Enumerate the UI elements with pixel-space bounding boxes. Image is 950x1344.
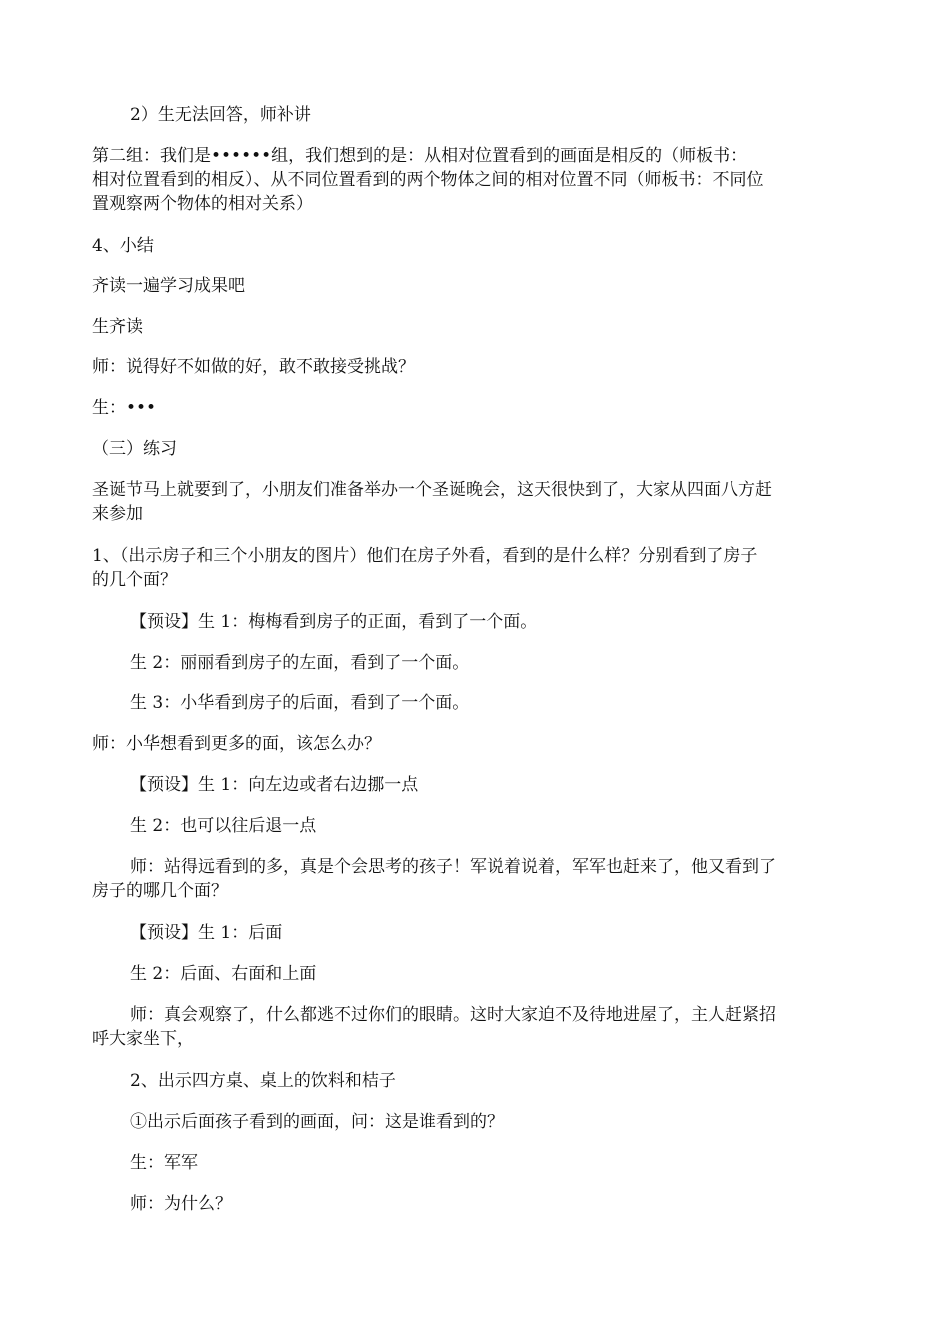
preset-student-3: 生 3：小华看到房子的后面，看到了一个面。 <box>130 693 470 713</box>
question-1-line-1: 1、（出示房子和三个小朋友的图片）他们在房子外看，看到的是什么样？分别看到了房子 <box>92 546 758 566</box>
teacher-why: 师：为什么？ <box>130 1194 232 1214</box>
section-practice-heading: （三）练习 <box>92 439 177 459</box>
teacher-comment-line-2: 房子的哪几个面？ <box>92 881 228 901</box>
preset-back-right-top: 生 2：后面、右面和上面 <box>130 964 317 984</box>
teacher-comment-line-1: 师：站得远看到的多，真是个会思考的孩子！军说着说着，军军也赶来了，他又看到了 <box>130 857 776 877</box>
student-answer-junjun: 生：军军 <box>130 1153 198 1173</box>
paragraph-teacher-challenge: 师：说得好不如做的好，敢不敢接受挑战？ <box>92 357 415 377</box>
paragraph-student-dots: 生：••• <box>92 398 157 418</box>
question-2-item-1: ①出示后面孩子看到的画面，问：这是谁看到的？ <box>130 1112 504 1132</box>
teacher-observe-line-1: 师：真会观察了，什么都逃不过你们的眼睛。这时大家迫不及待地进屋了，主人赶紧招 <box>130 1005 776 1025</box>
paragraph-2-line-1: 第二组：我们是••••••组，我们想到的是：从相对位置看到的画面是相反的（师板书： <box>92 146 748 166</box>
preset-step-back: 生 2：也可以往后退一点 <box>130 816 317 836</box>
paragraph-2-line-3: 置观察两个物体的相对关系） <box>92 194 313 214</box>
teacher-question-more-faces: 师：小华想看到更多的面，该怎么办？ <box>92 734 381 754</box>
paragraph-2-line-2: 相对位置看到的相反）、从不同位置看到的两个物体之间的相对位置不同（师板书：不同位 <box>92 170 764 190</box>
paragraph-1: 2）生无法回答，师补讲 <box>130 105 311 125</box>
preset-student-2: 生 2：丽丽看到房子的左面，看到了一个面。 <box>130 653 470 673</box>
preset-student-1: 【预设】生 1：梅梅看到房子的正面，看到了一个面。 <box>130 612 538 632</box>
question-1-line-2: 的几个面？ <box>92 570 177 590</box>
paragraph-christmas-line-2: 来参加 <box>92 504 143 524</box>
teacher-observe-line-2: 呼大家坐下， <box>92 1029 194 1049</box>
preset-back-face: 【预设】生 1：后面 <box>130 923 283 943</box>
paragraph-read-together: 齐读一遍学习成果吧 <box>92 276 245 296</box>
section-summary-heading: 4、小结 <box>92 236 154 256</box>
paragraph-christmas-line-1: 圣诞节马上就要到了，小朋友们准备举办一个圣诞晚会，这天很快到了，大家从四面八方赶 <box>92 480 772 500</box>
question-2-heading: 2、出示四方桌、桌上的饮料和桔子 <box>130 1071 396 1091</box>
paragraph-students-read: 生齐读 <box>92 317 143 337</box>
preset-move-left-right: 【预设】生 1：向左边或者右边挪一点 <box>130 775 419 795</box>
